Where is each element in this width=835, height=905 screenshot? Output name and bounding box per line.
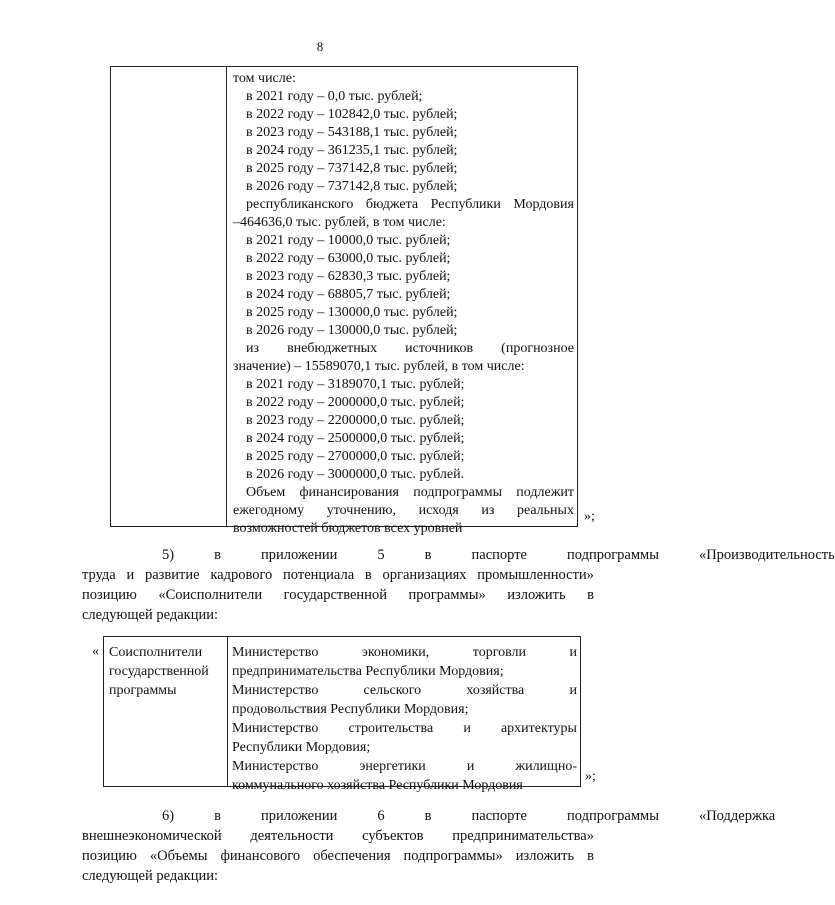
value-line: продовольствия Республики Мордовия; (232, 702, 469, 717)
value-line: коммунального хозяйства Республики Мордовия (232, 778, 523, 793)
coexecutors-table (103, 636, 581, 793)
value-line: Республики Мордовия; (232, 740, 371, 755)
text-line: в 2026 году – 737142,8 тыс. рублей; (246, 179, 458, 194)
text-line: в 2021 году – 3189070,1 тыс. рублей; (246, 377, 465, 392)
closing-quote: »; (585, 769, 596, 784)
label-line: государственной (109, 664, 209, 679)
coexecutors-label-cell (109, 643, 225, 700)
text-line: в 2025 году – 737142,8 тыс. рублей; (246, 161, 458, 176)
text-line: в 2022 году – 63000,0 тыс. рублей; (246, 251, 451, 266)
text-line: в 2021 году – 10000,0 тыс. рублей; (246, 233, 451, 248)
paragraph-5 (82, 545, 835, 625)
text-line: –464636,0 тыс. рублей, в том числе: (233, 215, 446, 230)
text-line: том числе: (233, 71, 296, 86)
text-line: в 2025 году – 130000,0 тыс. рублей; (246, 305, 458, 320)
text-line: в 2021 году – 0,0 тыс. рублей; (246, 89, 423, 104)
text-line: ежегодному уточнению, исходя из реальных (233, 503, 574, 518)
text-line: из внебюджетных источников (прогнозное (246, 341, 574, 356)
value-line: Министерство сельского хозяйства и (232, 683, 577, 698)
text-line: в 2023 году – 62830,3 тыс. рублей; (246, 269, 451, 284)
text-line: в 2026 году – 3000000,0 тыс. рублей. (246, 467, 465, 482)
text-line: в 2024 году – 361235,1 тыс. рублей; (246, 143, 458, 158)
text-line: республиканского бюджета Республики Мордовия (246, 197, 574, 212)
text-line: в 2026 году – 130000,0 тыс. рублей; (246, 323, 458, 338)
text-line: возможностей бюджетов всех уровней (233, 521, 463, 536)
label-line: программы (109, 683, 177, 698)
value-line: Министерство энергетики и жилищно- (232, 759, 577, 774)
label-line: Соисполнители (109, 645, 203, 660)
text-line: в 2022 году – 102842,0 тыс. рублей; (246, 107, 458, 122)
value-line: Министерство экономики, торговли и (232, 645, 577, 660)
paragraph-6 (82, 806, 776, 886)
paragraph-line: позицию «Соисполнители государственной программы» изложить в (82, 587, 594, 603)
paragraph-line: следующей редакции: (82, 607, 219, 623)
paragraph-line: позицию «Объемы финансового обеспечения подпрограммы» изложить в (82, 848, 594, 864)
page-number: 8 (316, 39, 324, 54)
text-line: в 2022 году – 2000000,0 тыс. рублей; (246, 395, 465, 410)
text-line: Объем финансирования подпрограммы подлежит (246, 485, 574, 500)
paragraph-line: 6) в приложении 6 в паспорте подпрограммы «Поддержка (162, 808, 776, 824)
opening-quote: « (92, 644, 99, 659)
value-line: предпринимательства Республики Мордовия; (232, 664, 504, 679)
text-line: в 2023 году – 543188,1 тыс. рублей; (246, 125, 458, 140)
table-column-divider (226, 67, 227, 526)
text-line: в 2023 году – 2200000,0 тыс. рублей; (246, 413, 465, 428)
text-line: значение) – 15589070,1 тыс. рублей, в том числе: (233, 359, 525, 374)
financing-cell (233, 70, 574, 538)
text-line: в 2025 году – 2700000,0 тыс. рублей; (246, 449, 465, 464)
paragraph-line: 5) в приложении 5 в паспорте подпрограммы «Производительность (162, 547, 835, 563)
table-column-divider (227, 637, 228, 786)
value-line: Министерство строительства и архитектуры (232, 721, 577, 736)
closing-quote: »; (584, 509, 595, 524)
paragraph-line: внешнеэкономической деятельности субъектов предпринимательства» (82, 828, 594, 844)
coexecutors-value-cell (232, 643, 577, 795)
text-line: в 2024 году – 2500000,0 тыс. рублей; (246, 431, 465, 446)
text-line: в 2024 году – 68805,7 тыс. рублей; (246, 287, 451, 302)
paragraph-line: труда и развитие кадрового потенциала в организациях промышленности» (82, 567, 594, 583)
paragraph-line: следующей редакции: (82, 868, 219, 884)
financing-table (110, 66, 578, 536)
